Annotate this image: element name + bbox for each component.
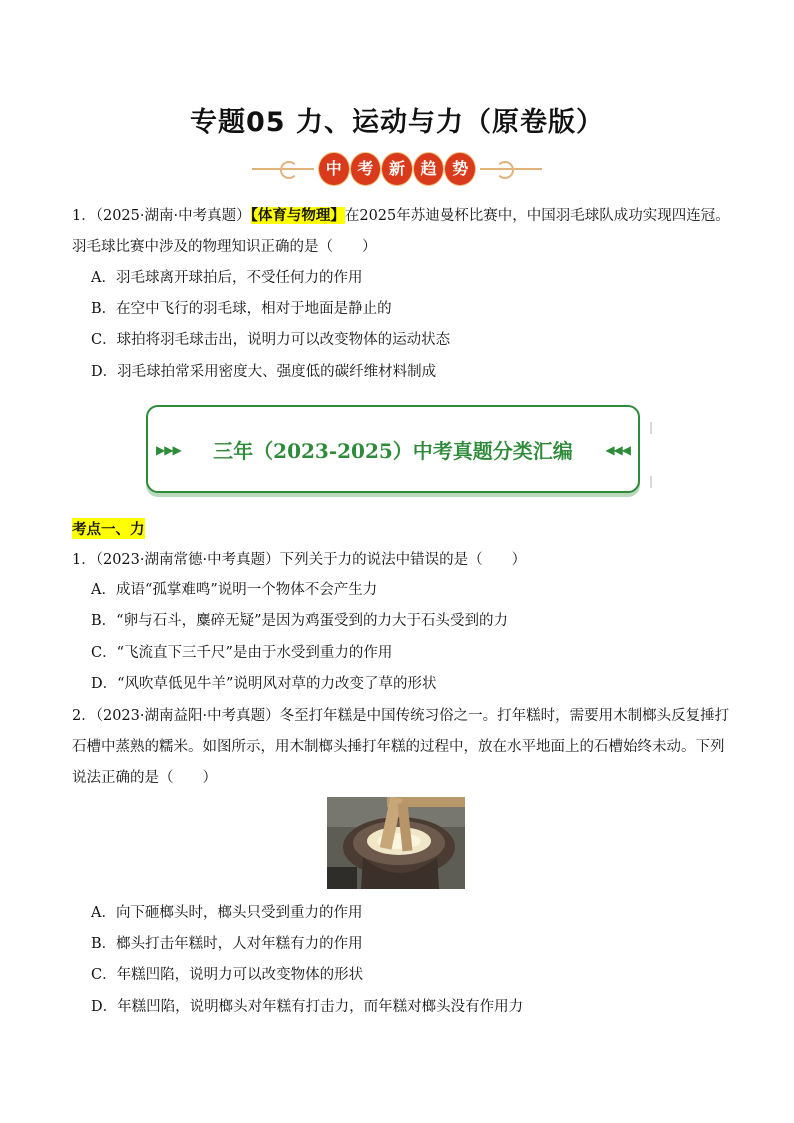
option-a: A．向下砸榔头时，榔头只受到重力的作用: [91, 905, 363, 921]
option-a: A．成语“孤掌难鸣”说明一个物体不会产生力: [91, 582, 378, 598]
option-d: D．年糕凹陷，说明榔头对年糕有打击力，而年糕对榔头没有作用力: [91, 999, 524, 1015]
stone-mortar-image: [327, 797, 465, 889]
banner-title: 三年（2023-2025）中考真题分类汇编: [213, 439, 573, 463]
option-b: B．在空中飞行的羽毛球，相对于地面是静止的: [91, 301, 392, 317]
banner-arrows-left-icon: ◀◀◀: [605, 443, 630, 457]
trend-ribbon: [252, 152, 542, 186]
option-d: D．羽毛球拍常采用密度大、强度低的碳纤维材料制成: [91, 364, 437, 380]
ribbon-line-right: [480, 168, 542, 170]
option-c: C．“飞流直下三千尺”是由于水受到重力的作用: [91, 645, 393, 661]
ribbon-char: 新: [381, 152, 413, 186]
question-2: 2．（2023·湖南益阳·中考真题）冬至打年糕是中国传统习俗之一。打年糕时，需要用木制榔头反复捶打石槽中蒸熟的糯米。如图所示，用木制榔头捶打年糕的过程中，放在水平地面上的石槽始终未动。下列说法正确的是（ ）: [72, 708, 730, 786]
banner-arrows-right-icon: ▶▶▶: [156, 443, 181, 457]
margin-mark: [650, 422, 652, 434]
question-2025: [72, 200, 732, 263]
ribbon-curl-left-icon: [280, 161, 298, 179]
ribbon-curl-right-icon: [496, 161, 514, 179]
question-prefix: 1．（2025·湖南·中考真题）: [72, 208, 251, 224]
option-c: C．年糕凹陷，说明力可以改变物体的形状: [91, 967, 364, 983]
option-d: D．“风吹草低见牛羊”说明风对草的力改变了草的形状: [91, 676, 437, 692]
ribbon-char: 中: [318, 152, 350, 186]
option-a: A．羽毛球离开球拍后，不受任何力的作用: [91, 270, 363, 286]
stone-mortar-photo: [327, 797, 465, 889]
ribbon-char: 考: [350, 152, 382, 186]
question-tag: 【体育与物理】: [250, 207, 345, 224]
option-b: B．榔头打击年糕时，人对年糕有力的作用: [91, 936, 363, 952]
option-c: C．球拍将羽毛球击出，说明力可以改变物体的运动状态: [91, 332, 451, 348]
section-banner: [146, 405, 640, 493]
question-1: 1．（2023·湖南常德·中考真题）下列关于力的说法中错误的是（ ）: [72, 552, 527, 568]
section-heading: 考点一、力: [72, 518, 145, 539]
question-text: 在2025年苏迪曼杯比赛中，中国羽毛球队成功实现四连冠。羽毛球比赛中涉及的物理知识正确的是（ ）: [72, 208, 730, 255]
margin-mark: [650, 476, 652, 488]
option-b: B．“卵与石斗，麋碎无疑”是因为鸡蛋受到的力大于石头受到的力: [91, 613, 508, 629]
ribbon-char: 趋: [413, 152, 445, 186]
page-title: 专题05 力、运动与力（原卷版）: [190, 107, 604, 138]
ribbon-badges: [318, 152, 476, 186]
ribbon-char: 势: [444, 152, 476, 186]
